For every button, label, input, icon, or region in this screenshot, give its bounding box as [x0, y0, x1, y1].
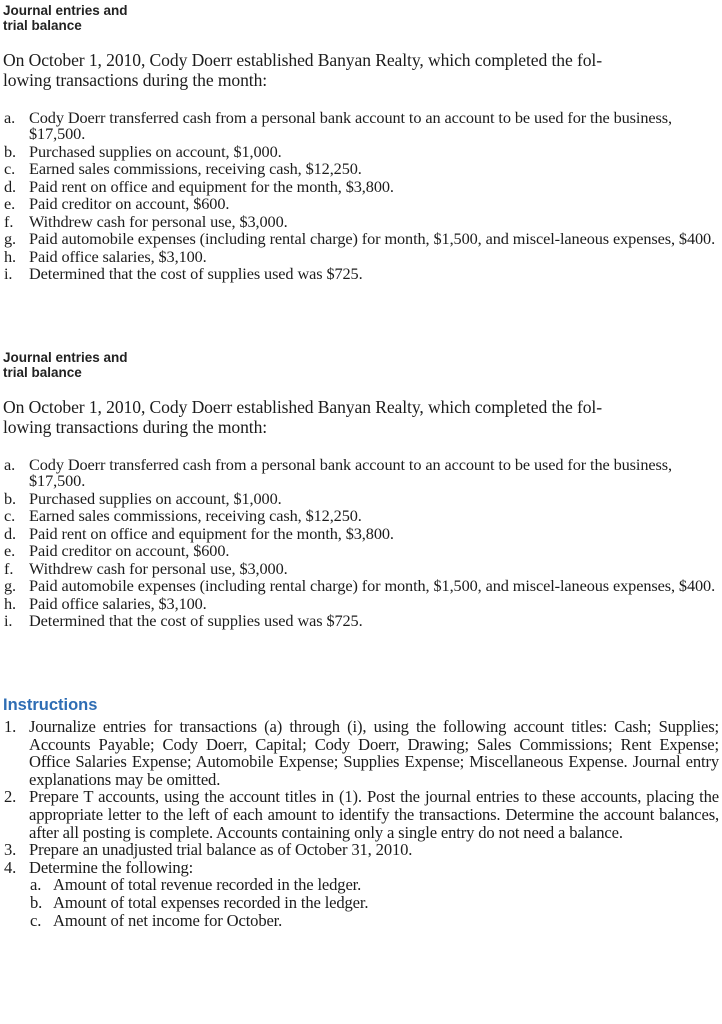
list-item: i. Determined that the cost of supplies used was $725.: [4, 264, 363, 284]
intro-line: On October 1, 2010, Cody Doerr established Banyan Realty, which completed the fol-: [3, 397, 602, 417]
section-heading: [3, 350, 128, 380]
list-item: h. Paid office salaries, $3,100.: [4, 246, 207, 266]
list-item: e. Paid creditor on account, $600.: [4, 194, 230, 214]
list-item: 2. Prepare T accounts, using the account titles in (1). Post the journal entries to these accounts, placing the appropriate letter to the left of each amount to identify the transactions. Determine the account balances, after all posting is complete. Accounts containing only a single entry do not need a balance.: [4, 787, 719, 842]
list-item: d. Paid rent on office and equipment for the month, $3,800.: [4, 176, 394, 196]
list-item: 1. Journalize entries for transactions (a) through (i), using the following account titles: Cash; Supplies; Accounts Payable; Cody Doerr, Capital; Cody Doerr, Drawing; Sales Commissions; Rent Expense; Office Salaries Expense; Automobile Expense; Supplies Expense; Miscellaneous Expense. Journal entry explanations may be omitted.: [4, 717, 719, 789]
transaction-list: [3, 110, 719, 284]
section-heading: [3, 3, 128, 33]
intro-paragraph: [3, 50, 715, 90]
instructions-list: [3, 718, 719, 929]
list-item: e. Paid creditor on account, $600.: [4, 541, 230, 561]
list-item: b. Purchased supplies on account, $1,000.: [4, 488, 282, 508]
intro-paragraph: [3, 397, 715, 437]
intro-line: lowing transactions during the month:: [3, 417, 268, 437]
list-item: c. Earned sales commissions, receiving cash, $12,250.: [4, 159, 362, 179]
list-item: d. Paid rent on office and equipment for the month, $3,800.: [4, 523, 394, 543]
transaction-list: [3, 457, 719, 631]
list-item: b. Amount of total expenses recorded in the ledger.: [30, 892, 369, 912]
heading-line: Journal entries and: [3, 3, 128, 18]
intro-line: On October 1, 2010, Cody Doerr established Banyan Realty, which completed the fol-: [3, 50, 602, 70]
list-item: a. Cody Doerr transferred cash from a personal bank account to an account to be used for the business, $17,500.: [4, 455, 672, 491]
list-item: a. Amount of total revenue recorded in the ledger.: [30, 875, 362, 895]
heading-line: trial balance: [3, 365, 82, 380]
list-item: f. Withdrew cash for personal use, $3,000.: [4, 558, 288, 578]
list-item: 3. Prepare an unadjusted trial balance as of October 31, 2010.: [4, 840, 413, 860]
list-item: c. Earned sales commissions, receiving cash, $12,250.: [4, 506, 362, 526]
list-item: c. Amount of net income for October.: [30, 910, 283, 930]
heading-line: Journal entries and: [3, 350, 128, 365]
list-item: i. Determined that the cost of supplies used was $725.: [4, 611, 363, 631]
heading-line: trial balance: [3, 18, 82, 33]
list-item: f. Withdrew cash for personal use, $3,000.: [4, 211, 288, 231]
intro-line: lowing transactions during the month:: [3, 70, 268, 90]
sub-list: [29, 876, 719, 929]
list-item: h. Paid office salaries, $3,100.: [4, 593, 207, 613]
list-item: b. Purchased supplies on account, $1,000.: [4, 141, 282, 161]
list-item: 4. Determine the following: a. Amount of total revenue recorded in the ledger. b. Amount of total expenses recorded in the ledger. c. Amount of net income for October.: [3, 859, 719, 929]
list-item: g. Paid automobile expenses (including rental charge) for month, $1,500, and miscel-laneous expenses, $400.: [4, 576, 716, 596]
list-item: a. Cody Doerr transferred cash from a personal bank account to an account to be used for the business, $17,500.: [4, 108, 672, 144]
list-item: g. Paid automobile expenses (including rental charge) for month, $1,500, and miscel-laneous expenses, $400.: [4, 229, 716, 249]
instructions-heading: Instructions: [3, 696, 98, 714]
